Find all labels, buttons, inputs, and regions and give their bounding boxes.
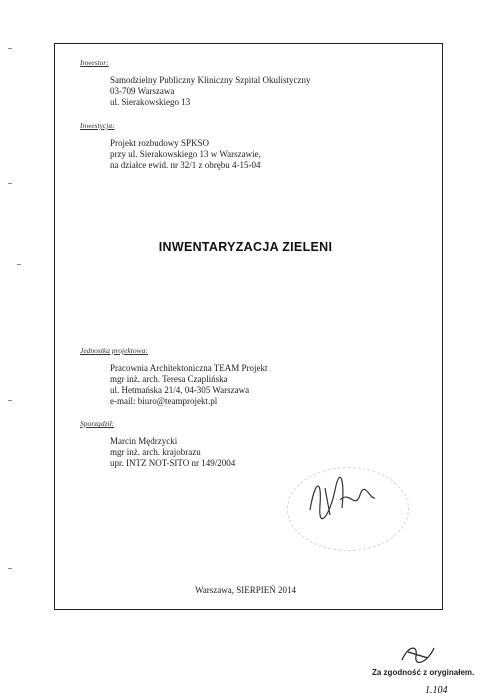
project-line: przy ul. Sierakowskiego 13 w Warszawie, (110, 149, 261, 159)
footer-place-date: Warszawa, SIERPIEŃ 2014 (194, 585, 296, 595)
author-line: mgr inż. arch. krajobrazu (110, 447, 201, 457)
project-line: Projekt rozbudowy SPKSO (110, 138, 210, 148)
project-label: Inwestycja: (80, 121, 115, 130)
page-number: 1.104 (425, 685, 448, 696)
margin-mark (8, 568, 12, 569)
page-title: INWENTARYZACJA ZIELENI (158, 240, 333, 254)
investor-line: ul. Sierakowskiego 13 (110, 97, 191, 107)
investor-line: 03-709 Warszawa (110, 86, 175, 96)
project-line: na działce ewid. nr 32/1 z obrębu 4-15-04 (110, 160, 261, 170)
author-line: upr. INTZ NOT-SITO nr 149/2004 (110, 458, 236, 468)
investor-label: Inwestor: (80, 58, 109, 67)
signature (300, 470, 380, 525)
certification-note: Za zgodność z oryginałem. (372, 668, 475, 677)
author-label: Sporządził: (80, 419, 115, 428)
margin-mark (17, 264, 21, 265)
handwritten-mark (398, 642, 438, 666)
author-line: Marcin Mędrzycki (110, 436, 178, 446)
margin-mark (8, 183, 12, 184)
design-unit-label: Jednostka projektowa: (80, 346, 148, 355)
design-unit-line: mgr inż. arch. Teresa Czaplińska (110, 374, 228, 384)
design-unit-line: Pracownia Architektoniczna TEAM Projekt (110, 363, 268, 373)
margin-mark (8, 48, 12, 49)
design-unit-line: ul. Hetmańska 21/4, 04-305 Warszawa (110, 385, 250, 395)
design-unit-line: e-mail: biuro@teamprojekt.pl (110, 396, 218, 406)
margin-mark (8, 400, 12, 401)
investor-line: Samodzielny Publiczny Kliniczny Szpital Okulistyczny (110, 75, 311, 85)
